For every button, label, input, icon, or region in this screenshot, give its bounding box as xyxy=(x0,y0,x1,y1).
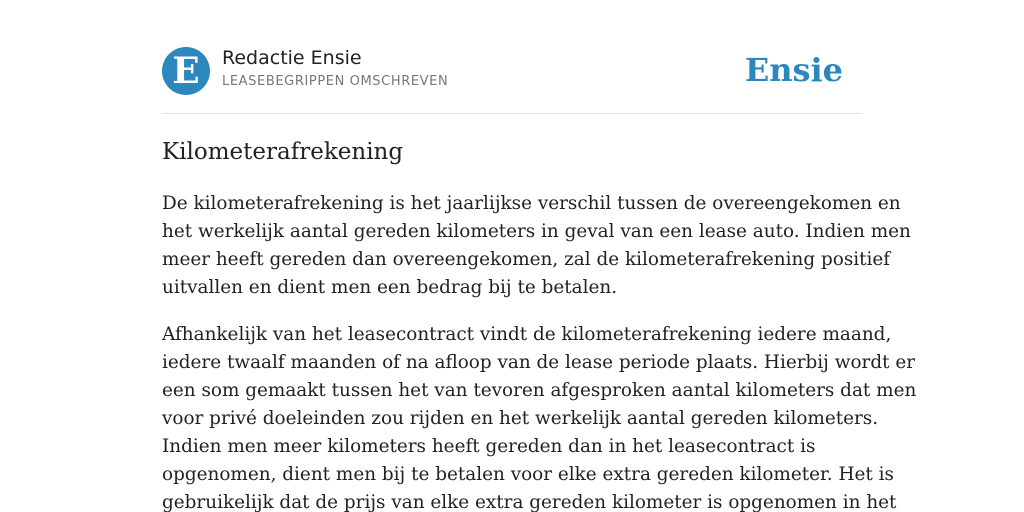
ensie-logo[interactable]: Ensie xyxy=(744,51,843,89)
author-name[interactable]: Redactie Ensie xyxy=(222,47,362,69)
paragraph-line: iedere twaalf maanden of na afloop van de lease periode plaats. Hierbij wordt er xyxy=(162,352,916,373)
category-label[interactable]: LEASEBEGRIPPEN OMSCHREVEN xyxy=(222,74,449,89)
paragraph-line: uitvallen en dient men een bedrag bij te betalen. xyxy=(162,277,618,298)
paragraph-line: De kilometerafrekening is het jaarlijkse verschil tussen de overeengekomen en xyxy=(162,193,901,214)
article-paragraph-2 xyxy=(162,321,917,512)
paragraph-line: Indien men meer kilometers heeft gereden dan in het leasecontract is xyxy=(162,436,816,457)
header-divider xyxy=(162,113,862,114)
paragraph-line: een som gemaakt tussen het van tevoren afgesproken aantal kilometers dat men xyxy=(162,380,917,401)
article-paragraph-1 xyxy=(162,190,911,302)
paragraph-line: voor privé doeleinden zou rijden en het werkelijk aantal gereden kilometers. xyxy=(162,408,879,429)
author-avatar[interactable]: E xyxy=(162,47,210,95)
article-title: Kilometerafrekening xyxy=(162,139,404,165)
paragraph-line: opgenomen, dient men bij te betalen voor elke extra gereden kilometer. Het is xyxy=(162,464,894,485)
paragraph-line: het werkelijk aantal gereden kilometers in geval van een lease auto. Indien men xyxy=(162,221,911,242)
paragraph-line: Afhankelijk van het leasecontract vindt de kilometerafrekening iedere maand, xyxy=(162,324,892,345)
article-header xyxy=(162,46,862,96)
paragraph-line: meer heeft gereden dan overeengekomen, zal de kilometerafrekening positief xyxy=(162,249,891,270)
paragraph-line: gebruikelijk dat de prijs van elke extra gereden kilometer is opgenomen in het xyxy=(162,492,897,512)
